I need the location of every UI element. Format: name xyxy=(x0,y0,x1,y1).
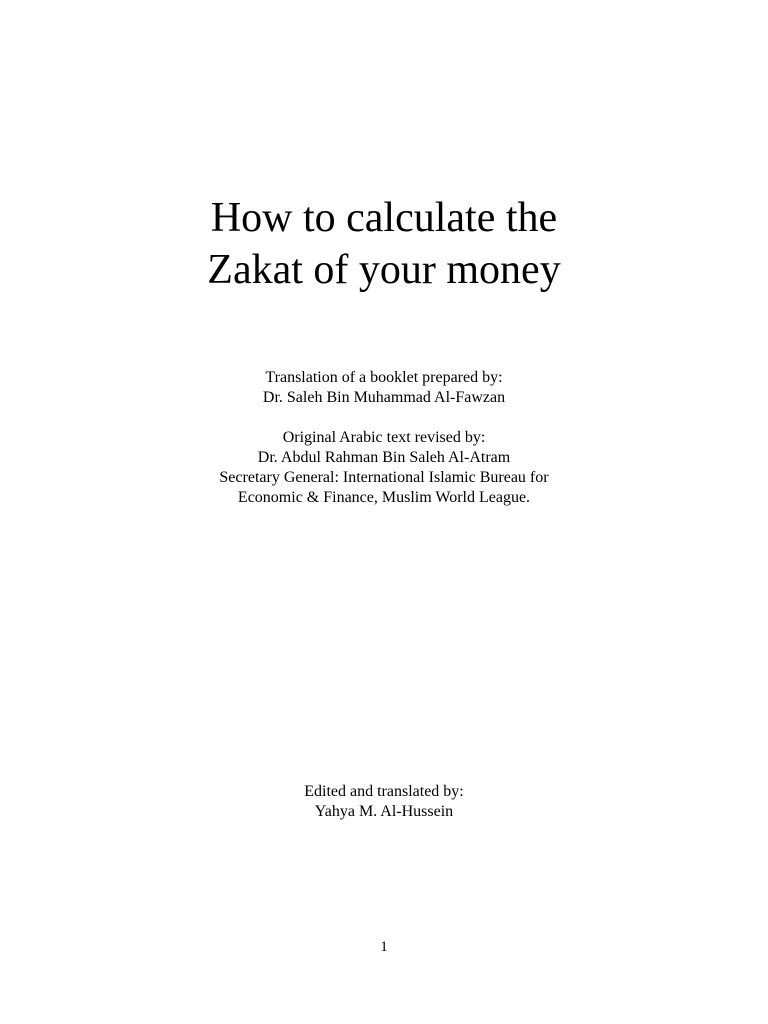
editor-label: Edited and translated by: xyxy=(304,783,464,800)
revision-role-line-2: Economic & Finance, Muslim World League. xyxy=(237,489,531,506)
translation-author: Dr. Saleh Bin Muhammad Al-Fawzan xyxy=(262,389,506,406)
editor-credit xyxy=(0,782,768,822)
revision-credit xyxy=(0,428,768,508)
title-line-2: Zakat of your money xyxy=(207,247,561,293)
title-line-1: How to calculate the xyxy=(210,195,558,241)
revision-role-line-1: Secretary General: International Islamic Bureau for xyxy=(219,469,549,486)
translation-label: Translation of a booklet prepared by: xyxy=(265,369,503,386)
revision-label: Original Arabic text revised by: xyxy=(282,429,486,446)
editor-name: Yahya M. Al-Hussein xyxy=(314,803,454,820)
revision-reviser: Dr. Abdul Rahman Bin Saleh Al-Atram xyxy=(257,449,511,466)
page-title xyxy=(0,192,768,296)
translation-credit xyxy=(0,368,768,408)
page-number: 1 xyxy=(380,939,388,955)
